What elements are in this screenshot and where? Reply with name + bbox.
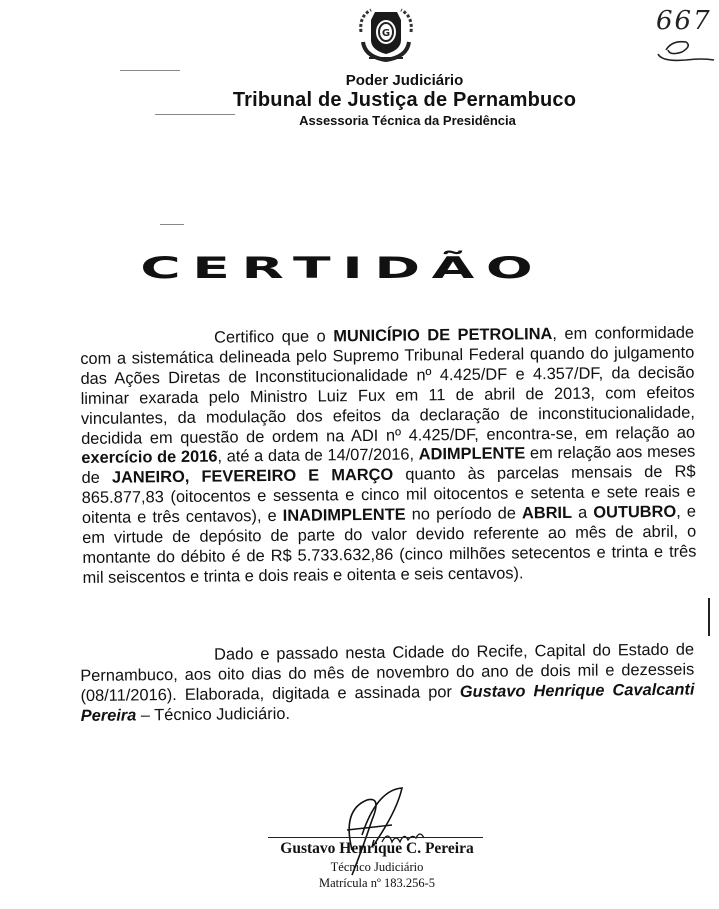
text-run: , até a data de 14/07/2016, bbox=[217, 445, 419, 467]
status-compliant: ADIMPLENTE bbox=[418, 444, 526, 464]
compliant-months: JANEIRO, FEVEREIRO E MARÇO bbox=[111, 466, 394, 488]
period-end: OUTUBRO bbox=[593, 502, 677, 522]
text-run: quanto às parcelas mensais de R$ 865.877,83 (oitocentos e sessenta e cinco mil oitocentos e setenta e sete reais e oitenta e três centavos), e bbox=[81, 462, 696, 528]
text-run: Certifico que o bbox=[213, 327, 334, 347]
initials-scribble-icon bbox=[652, 36, 716, 66]
header-court: Tribunal de Justiça de Pernambuco bbox=[232, 89, 577, 111]
coat-of-arms-icon bbox=[355, 2, 417, 64]
margin-mark bbox=[708, 598, 710, 636]
document-title: CERTIDÃO bbox=[140, 250, 545, 286]
text-run: , e em virtude de depósito de parte do valor devido referente ao mês de abril, o montante do débito é de R$ 5.733.632,86 (cinco milhões setecentos e trinta e três mil seiscentos e trinta e dois reais e oitenta e seis centavos). bbox=[82, 502, 697, 587]
text-run: Dado e passado nesta Cidade do Recife, Capital do Estado de Pernambuco, aos oito dias do mês de novembro do ano de dois mil e dezesseis (08/11/2016). Elaborada, digitada e assinada por bbox=[80, 640, 695, 705]
text-run: em relação aos meses de bbox=[81, 443, 696, 488]
court-emblem bbox=[355, 2, 417, 64]
scan-artifact bbox=[120, 70, 180, 71]
header-department: Assessoria Técnica da Presidência bbox=[299, 113, 516, 128]
closing-paragraph bbox=[80, 641, 695, 727]
text-run: no período de bbox=[405, 504, 523, 524]
signatory-registration: Matrícula nº 183.256-5 bbox=[318, 876, 435, 890]
author-name: Gustavo Henrique Cavalcanti Pereira bbox=[80, 680, 695, 725]
status-noncompliant: INADIMPLENTE bbox=[282, 505, 406, 526]
scan-artifact bbox=[160, 224, 184, 225]
municipality-name: MUNICÍPIO DE PETROLINA bbox=[333, 325, 553, 346]
svg-text:G: G bbox=[381, 28, 391, 39]
header-branch: Poder Judiciário bbox=[345, 72, 464, 89]
period-start: ABRIL bbox=[521, 504, 573, 523]
signatory-name: Gustavo Henrique C. Pereira bbox=[280, 840, 474, 857]
page-number-text: 667 bbox=[656, 6, 712, 36]
certification-paragraph bbox=[80, 324, 697, 589]
text-run: , em conformidade com a sistemática delineada pelo Supremo Tribunal Federal quando do julgamento das Ações Diretas de Inconstitucionalidade nº 4.425/DF e 4.357/DF, da decisão liminar exarada pelo Ministro Luiz Fux em 11 de abril de 2013, com efeitos vinculantes, da modulação dos efeitos da declaração de inconstitucionalidade, decidida em questão de ordem na ADI nº 4.425/DF, encontra-se, em relação ao bbox=[80, 323, 696, 448]
text-run: – Técnico Judiciário. bbox=[136, 704, 291, 725]
fiscal-year: exercício de 2016 bbox=[81, 448, 218, 468]
handwritten-page-number bbox=[652, 6, 716, 66]
signatory-role: Técnico Judiciário bbox=[330, 860, 424, 874]
text-run: a bbox=[571, 503, 594, 523]
signature-line bbox=[268, 837, 483, 838]
